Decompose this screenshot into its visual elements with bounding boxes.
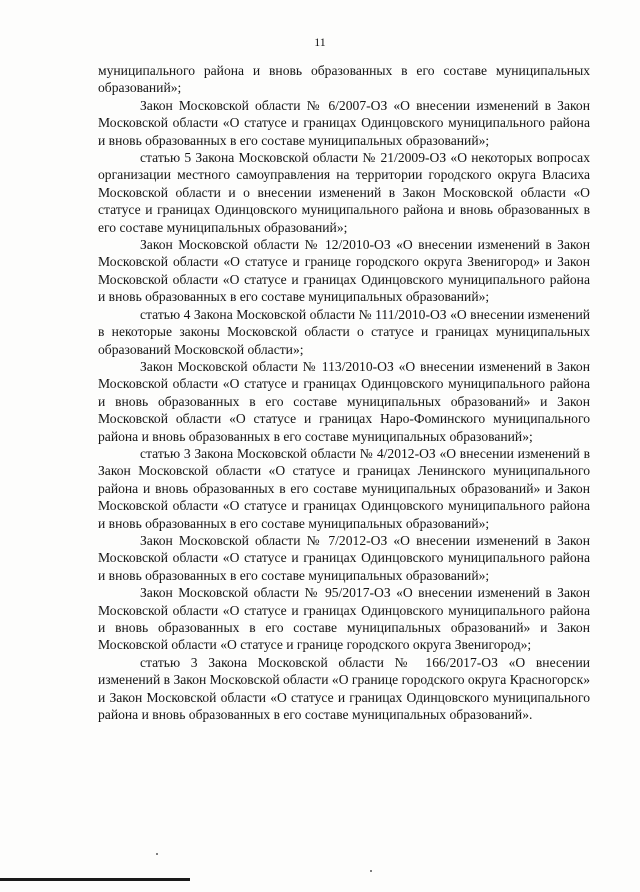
- paragraph: Закон Московской области № 113/2010-ОЗ «О внесении изменений в Закон Московской области «О статусе и границах Одинцовского муниципального района и вновь образованных в его составе муниципальных образований» и Закон Московской области «О статусе и границах Наро-Фоминского муниципального района и вновь образованных в его составе муниципальных образований»;: [98, 358, 590, 444]
- paragraph: Закон Московской области № 6/2007-ОЗ «О внесении изменений в Закон Московской области «О статусе и границах Одинцовского муниципального района и вновь образованных в его составе муниципальных образований»;: [98, 97, 590, 148]
- paragraph: статью 5 Закона Московской области № 21/2009-ОЗ «О некоторых вопросах организации местного самоуправления на территории городского округа Власиха Московской области и о внесении изменений в Закон Московской области «О статусе и границах Одинцовского муниципального района и вновь образованных в его составе муниципальных образований»;: [98, 150, 590, 235]
- paragraph: Закон Московской области № 7/2012-ОЗ «О внесении изменений в Закон Московской области «О статусе и границах Одинцовского муниципального района и вновь образованных в его составе муниципальных образований»;: [98, 532, 590, 583]
- paragraph: Закон Московской области № 12/2010-ОЗ «О внесении изменений в Закон Московской области «О статусе и границе городского округа Звенигород» и Закон Московской области «О статусе и границах Одинцовского муниципального района и вновь образованных в его составе муниципальных образований»;: [98, 237, 590, 305]
- scan-edge-line: [0, 878, 190, 881]
- paragraph: статью 3 Закона Московской области № 166/2017-ОЗ «О внесении изменений в Закон Московской области «О границе городского округа Красногорск» и Закон Московской области «О статусе и границах Одинцовского муниципального района и вновь образованных в его составе муниципальных образований».: [98, 654, 590, 723]
- scan-speck: [370, 870, 372, 872]
- paragraph: статью 3 Закона Московской области № 4/2012-ОЗ «О внесении изменений в Закон Московской области «О статусе и границах Ленинского муниципального района и вновь образованных в его составе муниципальных образований» и Закон Московской области «О статусе и границах Одинцовского муниципального района и вновь образованных в его составе муниципальных образований»;: [98, 445, 590, 531]
- document-body: [98, 62, 590, 723]
- paragraph: статью 4 Закона Московской области № 111/2010-ОЗ «О внесении изменений в некоторые законы Московской области о статусе и границах муниципальных образований Московской области»;: [98, 306, 590, 357]
- scan-speck: [156, 853, 158, 855]
- page-number: 11: [314, 35, 326, 49]
- paragraph: муниципального района и вновь образованных в его составе муниципальных образований»;: [98, 63, 590, 96]
- paragraph: Закон Московской области № 95/2017-ОЗ «О внесении изменений в Закон Московской области «О статусе и границах Одинцовского муниципального района и вновь образованных в его составе муниципальных образований» и Закон Московской области «О статусе и границе городского округа Звенигород»;: [98, 585, 590, 653]
